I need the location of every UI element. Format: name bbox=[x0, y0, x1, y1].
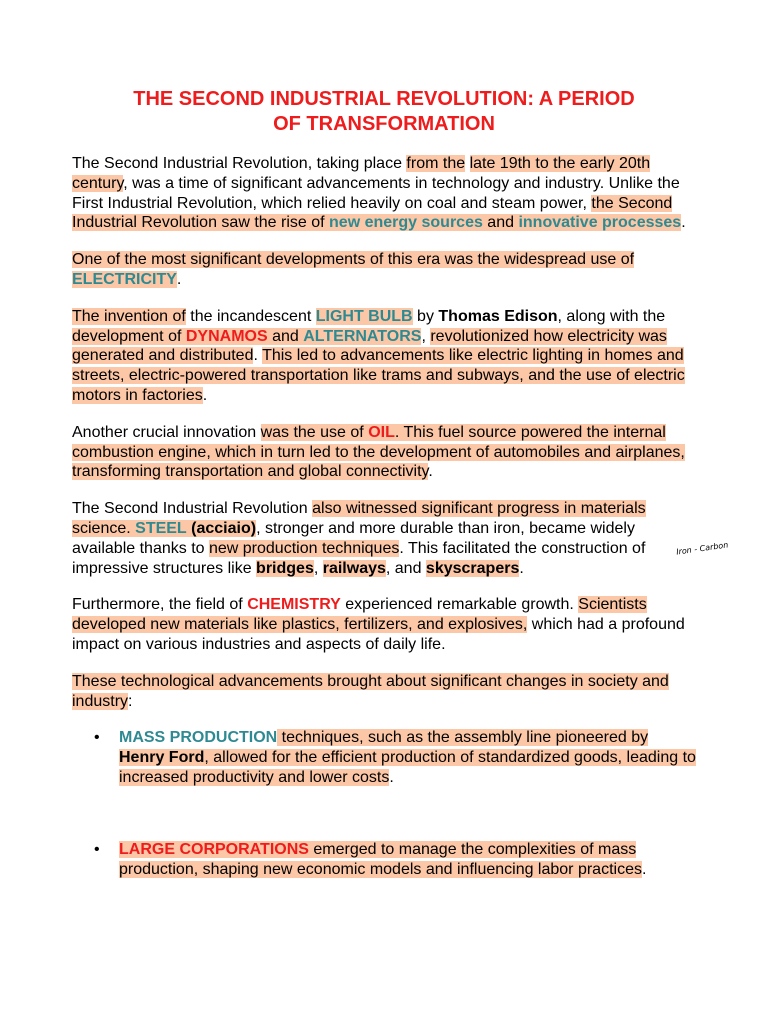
keyword-new-energy-sources: new energy sources bbox=[329, 214, 483, 232]
keyword-mass-production: MASS PRODUCTION bbox=[119, 729, 278, 747]
handwritten-annotation: Iron - Carbon bbox=[675, 540, 729, 557]
highlighted-text: . This fuel source powered the internal combustion engine, which in turn led to the development of automobiles and airplanes, transforming transportation and global connectivity bbox=[72, 423, 685, 481]
text: . bbox=[641, 860, 647, 878]
bold-bridges: bridges bbox=[256, 559, 314, 577]
keyword-steel: STEEL bbox=[135, 519, 187, 537]
highlighted-text: , allowed for the efficient production of standardized goods, leading to increased productivity and lower costs bbox=[119, 749, 696, 786]
highlighted-text: new production techniques bbox=[208, 539, 400, 557]
text: Furthermore, the field of bbox=[72, 596, 248, 614]
text: . This facilitated the construction of impressive structures like bbox=[72, 539, 646, 577]
keyword-dynamos: DYNAMOS bbox=[185, 327, 268, 345]
text: . bbox=[519, 559, 524, 577]
bold-acciaio: (acciaio) bbox=[191, 519, 257, 537]
text: the incandescent bbox=[185, 307, 316, 325]
text: experienced remarkable growth. bbox=[340, 596, 579, 614]
highlighted-text: These technological advancements brought about significant changes in society and industry bbox=[72, 672, 669, 710]
text: . bbox=[176, 270, 182, 288]
keyword-oil: OIL bbox=[368, 423, 395, 441]
bold-thomas-edison: Thomas Edison bbox=[438, 307, 558, 325]
text: . bbox=[428, 463, 433, 481]
text: , stronger and more durable than iron, became widely available thanks to bbox=[72, 519, 635, 557]
highlighted-text: also witnessed significant progress in materials science. bbox=[72, 500, 646, 537]
bold-railways: railways bbox=[322, 559, 386, 577]
highlighted-text: was the use of bbox=[260, 423, 369, 441]
text: which had a profound impact on various industries and aspects of daily life. bbox=[72, 616, 685, 653]
text: . bbox=[389, 768, 394, 786]
keyword-electricity: ELECTRICITY bbox=[72, 270, 177, 288]
highlighted-text: The invention of bbox=[72, 307, 186, 325]
paragraph-light-bulb bbox=[72, 307, 696, 406]
text: , was a time of significant advancements in technology and industry. Unlike the First Industrial Revolution, which relied heavily on coal and steam power, bbox=[72, 174, 680, 212]
keyword-innovative-processes: innovative processes bbox=[518, 214, 682, 232]
highlighted-text: This led to advancements like electric lighting in homes and streets, electric-powered transportation like trams and subways, and the use of electric motors in factories bbox=[72, 347, 685, 404]
highlighted-text: Scientists developed new materials like plastics, fertilizers, and explosives, bbox=[72, 596, 647, 634]
highlighted-text: and bbox=[267, 327, 304, 345]
bold-skyscrapers: skyscrapers bbox=[425, 559, 520, 577]
keyword-light-bulb: LIGHT BULB bbox=[315, 307, 413, 325]
text: The Second Industrial Revolution, taking place bbox=[72, 155, 407, 172]
paragraph-steel bbox=[72, 499, 696, 578]
text: Another crucial innovation bbox=[72, 423, 261, 441]
highlighted-text: development of bbox=[72, 327, 186, 345]
text: . bbox=[253, 347, 263, 365]
text: , bbox=[421, 327, 431, 345]
bold-henry-ford: Henry Ford bbox=[119, 749, 205, 767]
paragraph-chemistry bbox=[72, 595, 696, 654]
list-item bbox=[72, 840, 696, 880]
highlighted-text: techniques, such as the assembly line pioneered by bbox=[277, 729, 649, 747]
highlighted-text: late 19th to the early 20th century bbox=[72, 155, 651, 192]
text: , along with the bbox=[557, 307, 666, 325]
bullet-icon: • bbox=[94, 729, 100, 747]
text: by bbox=[412, 307, 439, 325]
paragraph-advancements bbox=[72, 672, 696, 712]
document-title bbox=[72, 87, 696, 137]
paragraph-oil bbox=[72, 423, 696, 482]
text bbox=[465, 155, 469, 172]
highlighted-text: One of the most significant developments of this era was the widespread use of bbox=[72, 251, 635, 269]
keyword-alternators: ALTERNATORS bbox=[303, 327, 422, 345]
text: , bbox=[313, 559, 323, 577]
text: . bbox=[681, 214, 686, 232]
keyword-chemistry: CHEMISTRY bbox=[247, 596, 341, 614]
title-line-2: OF TRANSFORMATION bbox=[273, 113, 495, 135]
paragraph-electricity bbox=[72, 250, 696, 290]
highlighted-text: revolutionized how electricity was generated and distributed bbox=[72, 327, 667, 365]
highlighted-text: emerged to manage the complexities of mass production, shaping new economic models and influencing labor practices bbox=[119, 840, 642, 878]
highlighted-text: and bbox=[482, 214, 519, 232]
bullet-list bbox=[72, 728, 696, 879]
text: The Second Industrial Revolution bbox=[72, 500, 313, 518]
highlighted-text: from the bbox=[406, 155, 466, 172]
highlighted-text: the Second Industrial Revolution saw the rise of bbox=[72, 194, 673, 232]
list-item bbox=[72, 728, 696, 787]
bullet-icon: • bbox=[94, 840, 100, 858]
keyword-large-corporations: LARGE CORPORATIONS bbox=[119, 840, 309, 858]
paragraph-intro bbox=[72, 154, 696, 233]
text: : bbox=[128, 692, 133, 710]
document-page bbox=[72, 87, 696, 879]
text: . bbox=[202, 386, 208, 404]
text: , and bbox=[385, 559, 426, 577]
title-line-1: THE SECOND INDUSTRIAL REVOLUTION: A PERIOD bbox=[133, 88, 635, 110]
